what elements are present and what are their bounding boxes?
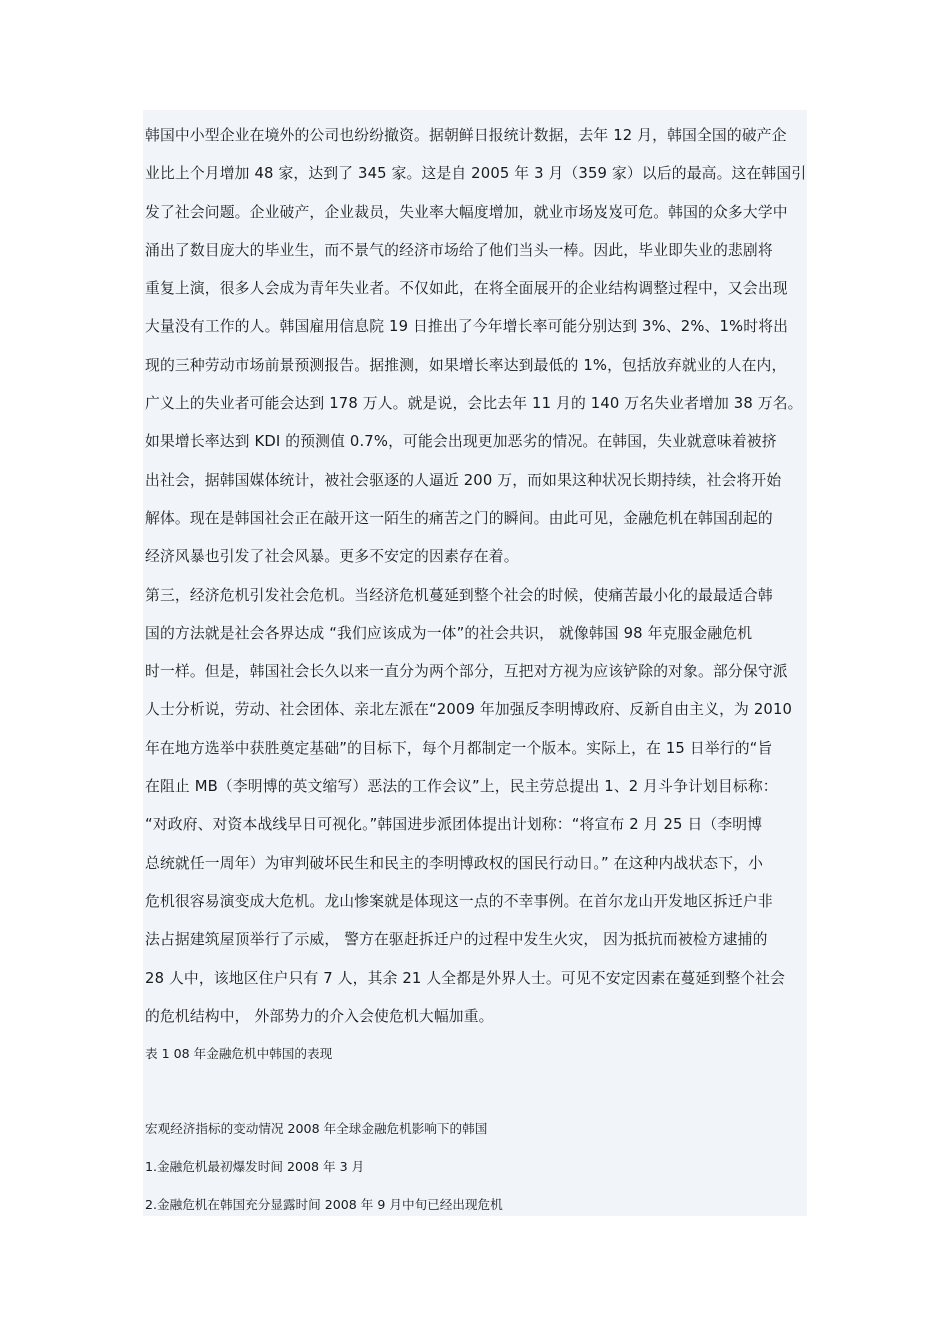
text-line: 涌出了数目庞大的毕业生，而不景气的经济市场给了他们当头一棒。因此，毕业即失业的悲剧将 [145,241,773,259]
body-paragraphs [145,117,817,1036]
text-line: 经济风暴也引发了社会风暴。更多不安定的因素存在着。 [145,548,519,566]
text-line: 解体。现在是韩国社会正在敲开这一陌生的痛苦之门的瞬间。由此可见，金融危机在韩国刮起的 [145,509,773,527]
text-line: 如果增长率达到 KDI 的预测值 0.7%，可能会出现更加恶劣的情况。在韩国，失业就意味着被挤 [145,433,777,451]
text-line: 国的方法就是社会各界达成 “我们应该成为一体”的社会共识， 就像韩国 98 年克服金融危机 [145,624,753,642]
text-line: 大量没有工作的人。韩国雇用信息院 19 日推出了今年增长率可能分别达到 3%、2%、1%时将出 [145,318,789,336]
text-line: 的危机结构中， 外部势力的介入会使危机大幅加重。 [145,1007,494,1025]
text-line: 第三，经济危机引发社会危机。当经济危机蔓延到整个社会的时候，使痛苦最小化的最最适合韩 [145,586,773,604]
indicator-header: 宏观经济指标的变动情况 2008 年全球金融危机影响下的韩国 [145,1121,488,1136]
text-line: 重复上演，很多人会成为青年失业者。不仅如此，在将全面展开的企业结构调整过程中，又会出现 [145,280,788,298]
text-line: 人士分析说，劳动、社会团体、亲北左派在“2009 年加强反李明博政府、反新自由主义，为 2010 [145,701,793,719]
text-line: 危机很容易演变成大危机。龙山惨案就是体现这一点的不幸事例。在首尔龙山开发地区拆迁户非 [145,892,773,910]
text-line: 业比上个月增加 48 家，达到了 345 家。这是自 2005 年 3 月（359 家）以后的最高。这在韩国引 [145,165,807,183]
text-line: 发了社会问题。企业破产，企业裁员，失业率大幅度增加，就业市场岌岌可危。韩国的众多大学中 [145,203,788,221]
text-line: 韩国中小型企业在境外的公司也纷纷撤资。据朝鲜日报统计数据，去年 12 月，韩国全国的破产企 [145,127,787,144]
list-item: 2.金融危机在韩国充分显露时间 2008 年 9 月中旬已经出现危机 [145,1197,503,1212]
list-item: 1.金融危机最初爆发时间 2008 年 3 月 [145,1159,365,1174]
text-line: 广义上的失业者可能会达到 178 万人。就是说，会比去年 11 月的 140 万名失业者增加 38 万名。 [145,395,803,413]
text-line: 年在地方选举中获胜奠定基础”的目标下，每个月都制定一个版本。实际上，在 15 日举行的“旨 [145,739,773,757]
text-line: 时一样。但是，韩国社会长久以来一直分为两个部分，互把对方视为应该铲除的对象。部分保守派 [145,663,788,681]
text-line: 总统就任一周年）为审判破坏民生和民主的李明博政权的国民行动日。” 在这种内战状态下，小 [145,854,764,872]
text-line: 出社会，据韩国媒体统计，被社会驱逐的人逼近 200 万，而如果这种状况长期持续，社会将开始 [145,471,782,489]
table-title: 表 1 08 年金融危机中韩国的表现 [145,1046,333,1061]
text-line: 在阻止 MB（李明博的英文缩写）恶法的工作会议”上，民主劳总提出 1、2 月斗争计划目标称： [145,778,778,796]
text-line: 法占据建筑屋顶举行了示威， 警方在驱赶拆迁户的过程中发生火灾， 因为抵抗而被检方逮捕的 [145,931,768,949]
text-line: “对政府、对资本战线早日可视化。”韩国进步派团体提出计划称：“将宣布 2 月 25 日（李明博 [145,816,763,834]
text-line: 28 人中，该地区住户只有 7 人，其余 21 人全都是外界人士。可见不安定因素在蔓延到整个社会 [145,969,786,987]
text-line: 现的三种劳动市场前景预测报告。据推测，如果增长率达到最低的 1%，包括放弃就业的人在内， [145,356,787,374]
